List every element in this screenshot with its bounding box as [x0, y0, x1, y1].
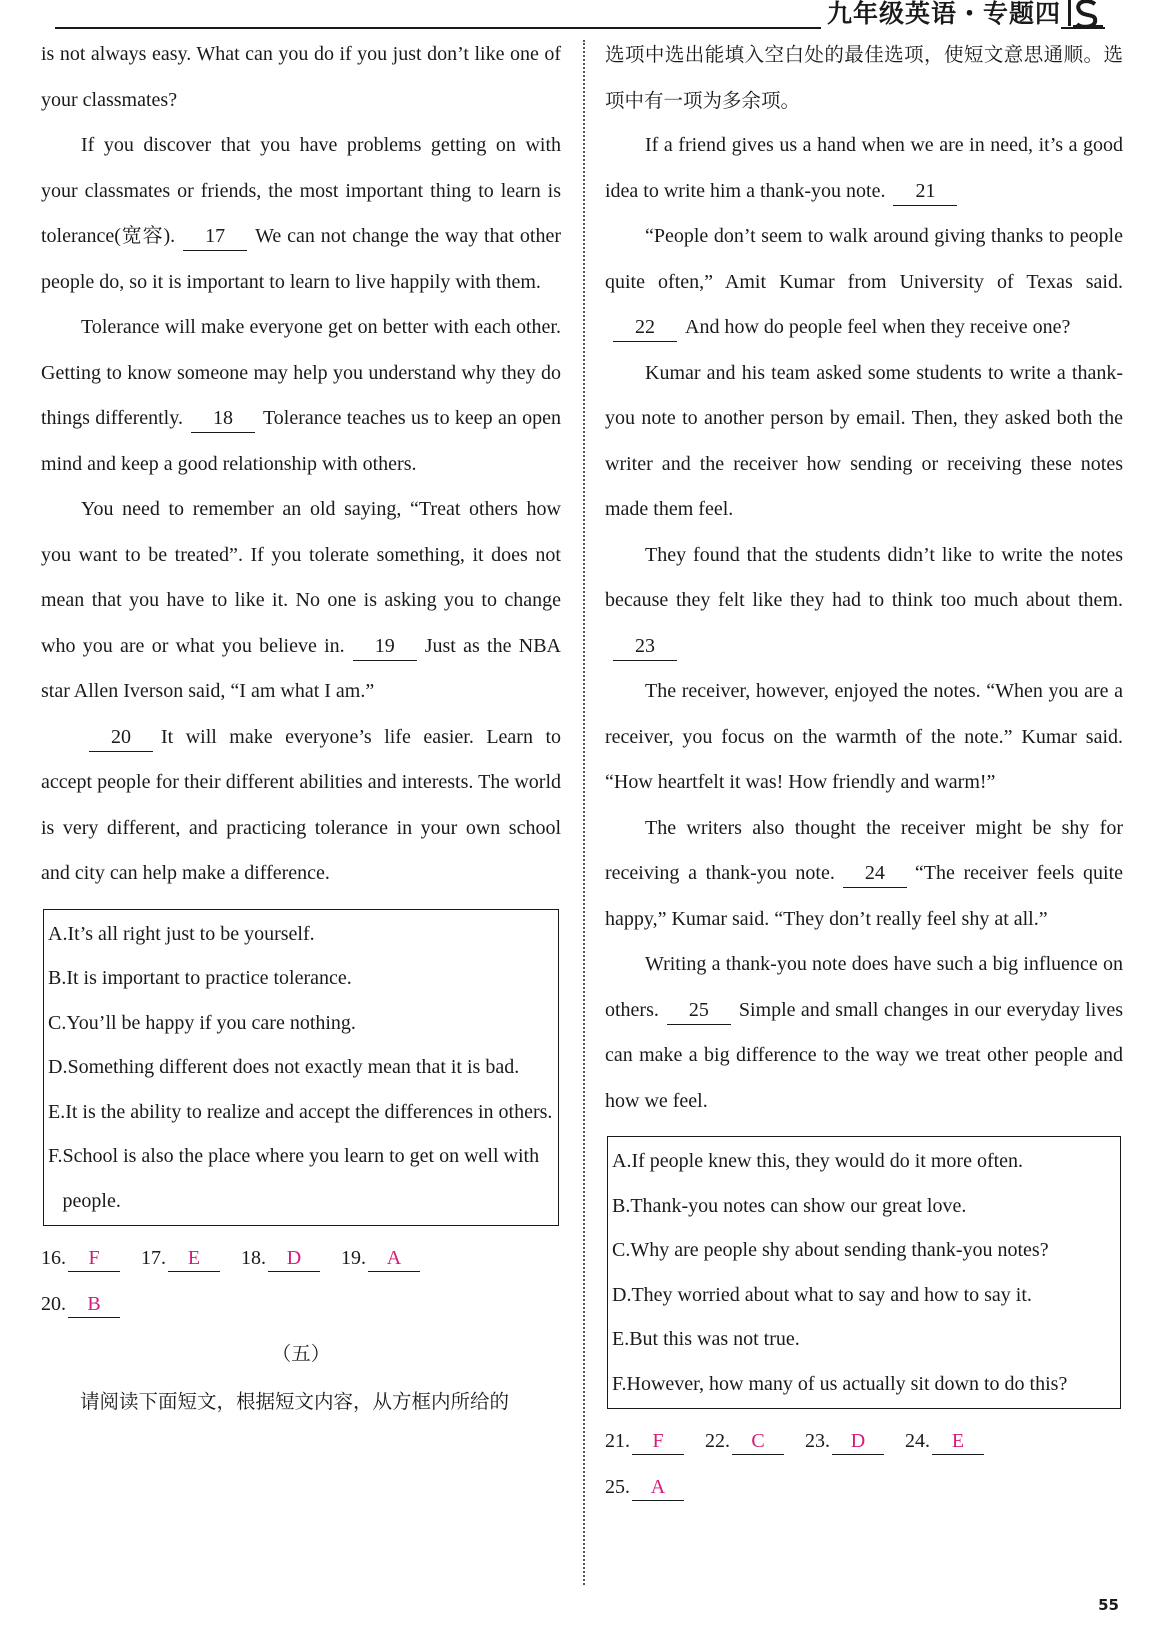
blank-21[interactable]: 21	[893, 177, 957, 206]
answer-23[interactable]: D	[832, 1428, 884, 1455]
blank-22[interactable]: 22	[613, 313, 677, 342]
paragraph: 20 It will make everyone’s life easier. Learn to accept people for their different abilities and interests. The world is very different, and practicing tolerance in your own school and city can help make a difference.	[41, 715, 561, 897]
paragraph: You need to remember an old saying, “Treat others how you want to be treated”. If you tolerate something, it does not mean that you have to like it. No one is asking you to change who you are or what you believe in. 19 Just as the NBA star Allen Iverson said, “I am what I am.”	[41, 498, 561, 702]
option-d: D. They worried about what to say and how to say it.	[612, 1283, 1032, 1306]
instruction-text: 请阅读下面短文，根据短文内容，从方框内所给的	[80, 1389, 510, 1413]
blank-23[interactable]: 23	[613, 632, 677, 661]
answer-item: 24. E	[905, 1419, 984, 1465]
answer-20[interactable]: B	[68, 1291, 120, 1318]
answers-21-25	[605, 1419, 1123, 1510]
right-column	[605, 32, 1123, 1510]
paragraph: The receiver, however, enjoyed the notes. “When you are a receiver, you focus on the warmth of the note.” Kumar said. “How heartfelt it was! How friendly and warm!”	[605, 680, 1123, 793]
column-divider	[583, 40, 585, 1585]
page-number: 55	[1098, 1596, 1119, 1614]
paragraph: “People don’t seem to walk around giving thanks to people quite often,” Amit Kumar from University of Texas said.22 And how do people feel when they receive one?	[605, 214, 1123, 351]
answer-19[interactable]: A	[368, 1245, 420, 1272]
paragraph: Writing a thank-you note does have such a big influence on others. 25 Simple and small changes in our everyday lives can make a big difference to the way we treat other people and how we feel.	[605, 953, 1123, 1112]
answer-21[interactable]: F	[632, 1428, 684, 1455]
paragraph: If you discover that you have problems getting on with your classmates or friends, the most important thing to learn is tolerance(宽容). 17 We can not change the way that other people do, so it is important to learn to live happily with them.	[41, 134, 561, 293]
blank-20[interactable]: 20	[89, 723, 153, 752]
blank-25[interactable]: 25	[667, 996, 731, 1025]
answer-item: 21. F	[605, 1419, 684, 1465]
answer-item: 25. A	[605, 1465, 684, 1511]
options-box	[43, 909, 559, 1227]
header-title: 九年级英语・专题四	[821, 0, 1061, 30]
s-logo-icon	[1065, 0, 1105, 30]
answer-24[interactable]: E	[932, 1428, 984, 1455]
option-f: F. However, how many of us actually sit down to do this?	[612, 1372, 1068, 1395]
answer-item: 17. E	[141, 1236, 220, 1282]
blank-19[interactable]: 19	[353, 632, 417, 661]
blank-18[interactable]: 18	[191, 404, 255, 433]
paragraph: Tolerance will make everyone get on better with each other. Getting to know someone may help you understand why they do things differently. 18 Tolerance teaches us to keep an open mind and keep a good relationship with others.	[41, 316, 562, 475]
left-column	[41, 32, 561, 1424]
option-d: D. Something different does not exactly mean that it is bad.	[48, 1056, 520, 1078]
answer-item: 22. C	[705, 1419, 784, 1465]
answer-item: 23. D	[805, 1419, 884, 1465]
answer-18[interactable]: D	[268, 1245, 320, 1272]
option-e: E. But this was not true.	[612, 1328, 800, 1350]
option-a: A. It’s all right just to be yourself.	[48, 922, 315, 945]
answer-25[interactable]: A	[632, 1474, 684, 1501]
answer-item: 16. F	[41, 1236, 120, 1282]
paragraph: The writers also thought the receiver might be shy for receiving a thank-you note. 24 “The receiver feels quite happy,” Kumar said. “They don’t really feel shy at all.”	[605, 816, 1123, 930]
answer-17[interactable]: E	[168, 1245, 220, 1272]
option-a: A. If people knew this, they would do it more often.	[612, 1150, 1024, 1172]
options-box	[607, 1136, 1121, 1409]
section-title: （五）	[271, 1342, 331, 1365]
option-b: B. It is important to practice tolerance.	[48, 967, 352, 989]
paragraph: Kumar and his team asked some students to write a thank-you note to another person by email. Then, they asked both the writer and the receiver how sending or receiving these notes made them feel.	[605, 361, 1123, 520]
answer-item: 20. B	[41, 1282, 120, 1328]
blank-17[interactable]: 17	[183, 222, 247, 251]
option-c: C. You’ll be happy if you care nothing.	[48, 1011, 356, 1034]
answer-22[interactable]: C	[732, 1428, 784, 1455]
option-e: E. It is the ability to realize and accept the differences in others.	[48, 1100, 553, 1123]
paragraph: They found that the students didn’t like to write the notes because they felt like they had to think too much about them.23	[605, 533, 1123, 670]
answer-16[interactable]: F	[68, 1245, 120, 1272]
answer-item: 18. D	[241, 1236, 320, 1282]
answer-item: 19. A	[341, 1236, 420, 1282]
paragraph: If a friend gives us a hand when we are in need, it’s a good idea to write him a thank-you note. 21	[605, 123, 1123, 214]
answers-16-20	[41, 1236, 561, 1327]
page-header	[55, 0, 1105, 34]
blank-24[interactable]: 24	[843, 859, 907, 888]
option-b: B. Thank-you notes can show our great love.	[612, 1194, 967, 1217]
option-f: F. School is also the place where you learn to get on well with people.	[48, 1145, 540, 1212]
option-c: C. Why are people shy about sending thank-you notes?	[612, 1239, 1049, 1261]
instruction-text: 选项中选出能填入空白处的最佳选项，使短文意思通顺。选项中有一项为多余项。	[605, 43, 1123, 112]
paragraph: is not always easy. What can you do if you just don’t like one of your classmates?	[41, 43, 561, 111]
